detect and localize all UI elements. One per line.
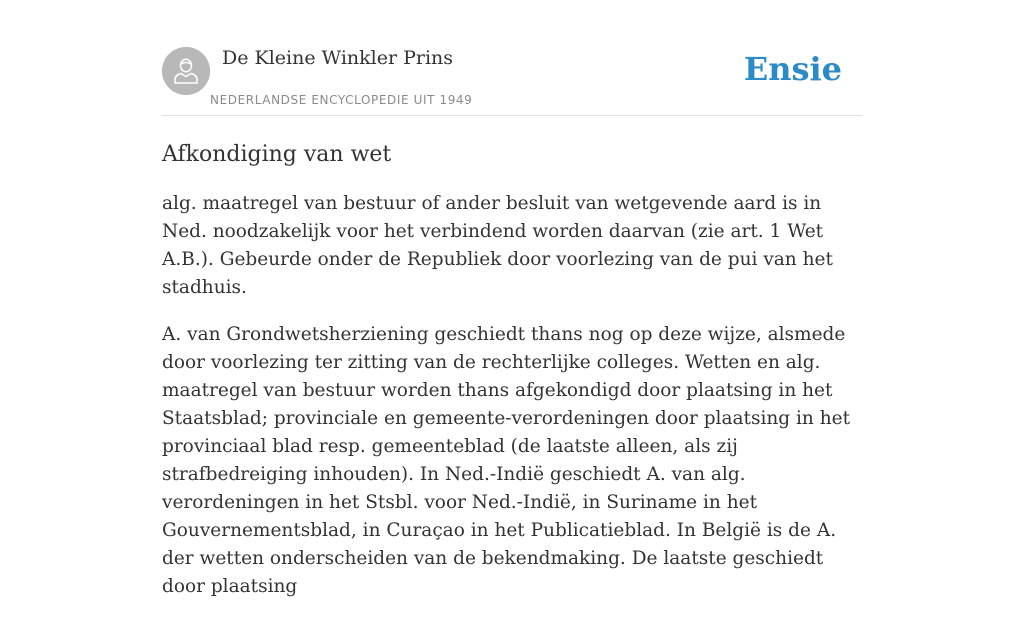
brand-logo[interactable]: Ensie — [743, 50, 842, 88]
source-title[interactable]: De Kleine Winkler Prins — [222, 47, 454, 69]
article-title: Afkondiging van wet — [162, 142, 392, 167]
source-subtitle: NEDERLANDSE ENCYCLOPEDIE UIT 1949 — [210, 93, 473, 107]
article-paragraph: alg. maatregel van bestuur of ander besluit van wetgevende aard is in Ned. noodzakelijk voor het verbindend worden daarvan (zie art. 1 Wet A.B.). Gebeurde onder de Republiek door voorlezing van de pui van het stadhuis. — [162, 193, 833, 298]
article — [162, 140, 862, 620]
source-header — [162, 46, 862, 116]
user-placeholder-icon[interactable] — [162, 47, 210, 95]
article-paragraph: A. van Grondwetsherziening geschiedt thans nog op deze wijze, alsmede door voorlezing ter zitting van de rechterlijke colleges. Wetten en alg. maatregel van bestuur worden thans afgekondigd door plaatsing in het Staatsblad; provinciale en gemeente-verordeningen door plaatsing in het provinciaal blad resp. gemeenteblad (de laatste alleen, als zij strafbedreiging inhouden). In Ned.-Indië geschiedt A. van alg. verordeningen in het Stsbl. voor Ned.-Indië, in Suriname in het Gouvernementsblad, in Curaçao in het Publicatieblad. In België is de A. der wetten onderscheiden van de bekendmaking. De laatste geschiedt door plaatsing — [162, 324, 851, 597]
